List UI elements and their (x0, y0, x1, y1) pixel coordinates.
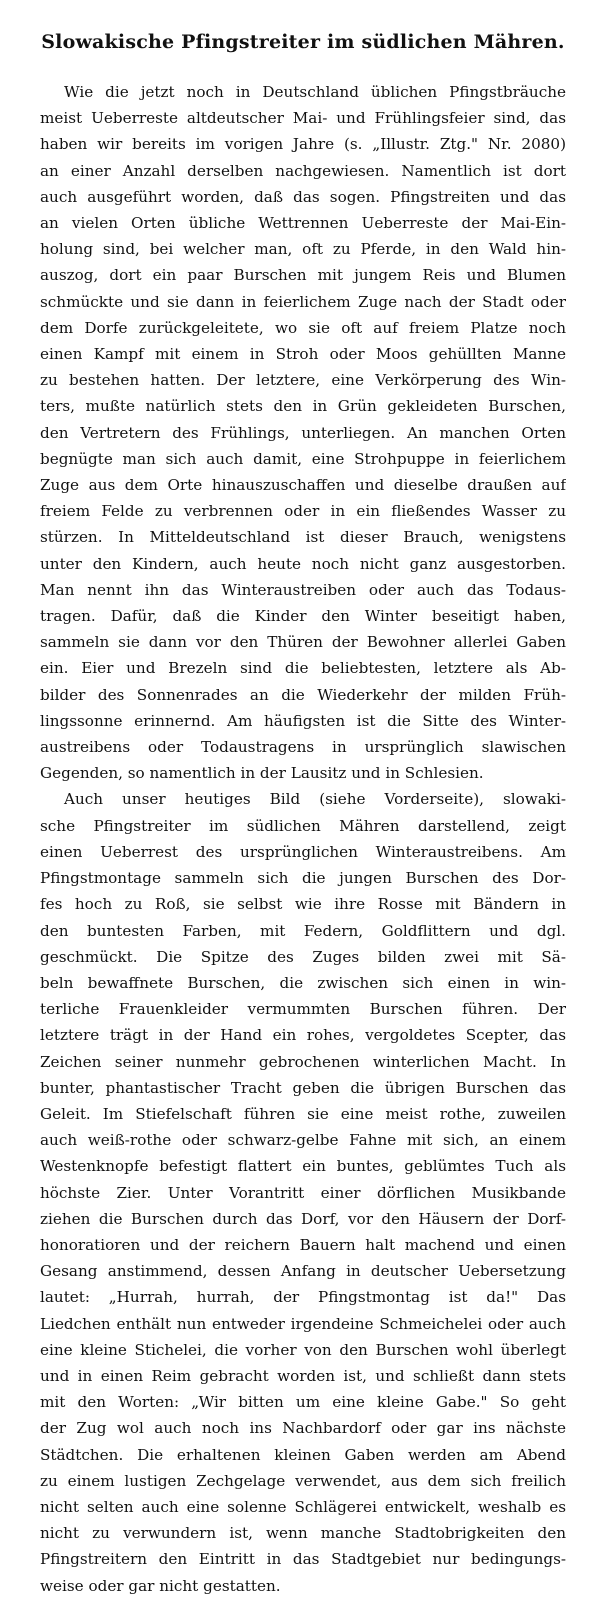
text-line: meist Ueberreste altdeutscher Mai- und Frühlingsfeier sind, das (40, 109, 566, 128)
text-line: der Zug wol auch noch ins Nachbardorf oder gar ins nächste (40, 1419, 566, 1438)
text-line: Zeichen seiner nunmehr gebrochenen winterlichen Macht. In (40, 1052, 566, 1071)
article-body (40, 79, 566, 1599)
text-line: beln bewaffnete Burschen, die zwischen sich einen in win- (40, 973, 566, 992)
text-line: terliche Frauenkleider vermummten Burschen führen. Der (40, 1000, 566, 1019)
text-line: an vielen Orten übliche Wettrennen Ueberreste der Mai-Ein- (40, 214, 566, 233)
text-line: eine kleine Stichelei, die vorher von den Burschen wohl überlegt (40, 1340, 566, 1359)
article-title: Slowakische Pfingstreiter im südlichen Mähren. (41, 31, 565, 53)
text-line: Man nennt ihn das Winteraustreiben oder auch das Todaus- (40, 580, 566, 599)
text-line: Liedchen enthält nun entweder irgendeine Schmeichelei oder auch (40, 1314, 566, 1333)
text-line: Pfingstreitern den Eintritt in das Stadtgebiet nur bedingungs- (40, 1550, 566, 1569)
text-line: fes hoch zu Roß, sie selbst wie ihre Rosse mit Bändern in (40, 895, 566, 914)
text-line: letztere trägt in der Hand ein rohes, vergoldetes Scepter, das (40, 1026, 566, 1045)
text-line: begnügte man sich auch damit, eine Strohpuppe in feierlichem (40, 449, 566, 468)
text-line: einen Kampf mit einem in Stroh oder Moos gehüllten Manne (40, 345, 566, 364)
text-line: mit den Worten: „Wir bitten um eine kleine Gabe." So geht (40, 1393, 566, 1412)
text-line: freiem Felde zu verbrennen oder in ein fließendes Wasser zu (40, 502, 566, 521)
text-line: schmückte und sie dann in feierlichem Zuge nach der Stadt oder (40, 292, 566, 311)
text-line: holung sind, bei welcher man, oft zu Pferde, in den Wald hin- (40, 240, 566, 259)
text-line: den buntesten Farben, mit Federn, Goldflittern und dgl. (40, 921, 566, 940)
text-line: ziehen die Burschen durch das Dorf, vor den Häusern der Dorf- (40, 1209, 566, 1228)
text-line: nicht selten auch eine solenne Schlägerei entwickelt, weshalb es (40, 1497, 566, 1516)
text-line: sammeln sie dann vor den Thüren der Bewohner allerlei Gaben (40, 633, 566, 652)
text-line: bunter, phantastischer Tracht geben die übrigen Burschen das (40, 1078, 566, 1097)
text-line: sche Pfingstreiter im südlichen Mähren darstellend, zeigt (40, 816, 566, 835)
text-line: haben wir bereits im vorigen Jahre (s. „Illustr. Ztg." Nr. 2080) (40, 135, 566, 154)
text-line: lautet: „Hurrah, hurrah, der Pfingstmontag ist da!" Das (40, 1288, 566, 1307)
text-line: unter den Kindern, auch heute noch nicht ganz ausgestorben. (40, 554, 566, 573)
text-line: Pfingstmontage sammeln sich die jungen Burschen des Dor- (40, 869, 566, 888)
text-line: auch ausgeführt worden, daß das sogen. Pfingstreiten und das (40, 187, 566, 206)
text-line: den Vertretern des Frühlings, unterliegen. An manchen Orten (40, 423, 566, 442)
text-line: zu einem lustigen Zechgelage verwendet, aus dem sich freilich (40, 1471, 566, 1490)
text-line: ein. Eier und Brezeln sind die beliebtesten, letztere als Ab- (40, 659, 566, 678)
text-line: Westenknopfe befestigt flattert ein buntes, geblümtes Tuch als (40, 1157, 566, 1176)
text-line: und in einen Reim gebracht worden ist, und schließt dann stets (40, 1366, 566, 1385)
text-line: Wie die jetzt noch in Deutschland üblichen Pfingstbräuche (64, 83, 566, 101)
text-line: ters, mußte natürlich stets den in Grün gekleideten Burschen, (40, 397, 566, 416)
text-line: honoratioren und der reichern Bauern halt machend und einen (40, 1235, 566, 1254)
text-line: Geleit. Im Stiefelschaft führen sie eine meist rothe, zuweilen (40, 1104, 566, 1123)
text-line: lingssonne erinnernd. Am häufigsten ist die Sitte des Winter- (40, 711, 566, 730)
text-line: an einer Anzahl derselben nachgewiesen. Namentlich ist dort (40, 161, 566, 180)
text-line: Zuge aus dem Orte hinauszuschaffen und dieselbe draußen auf (40, 476, 566, 495)
text-line: nicht zu verwundern ist, wenn manche Stadtobrigkeiten den (40, 1524, 566, 1543)
text-line: bilder des Sonnenrades an die Wiederkehr der milden Früh- (40, 685, 566, 704)
text-line: austreibens oder Todaustragens in ursprünglich slawischen (40, 738, 566, 757)
paragraph (40, 79, 566, 786)
text-line: dem Dorfe zurückgeleitete, wo sie oft auf freiem Platze noch (40, 318, 566, 337)
text-line: Auch unser heutiges Bild (siehe Vorderseite), slowaki- (64, 790, 566, 809)
text-line: Gesang anstimmend, dessen Anfang in deutscher Uebersetzung (40, 1262, 566, 1281)
text-line: geschmückt. Die Spitze des Zuges bilden zwei mit Sä- (40, 947, 566, 966)
text-line: einen Ueberrest des ursprünglichen Winteraustreibens. Am (40, 842, 566, 861)
paragraph (40, 786, 566, 1598)
text-line: Städtchen. Die erhaltenen kleinen Gaben werden am Abend (40, 1445, 566, 1464)
text-line: tragen. Dafür, daß die Kinder den Winter beseitigt haben, (40, 607, 566, 626)
text-line: auch weiß-rothe oder schwarz-gelbe Fahne mit sich, an einem (40, 1131, 566, 1150)
text-line: weise oder gar nicht gestatten. (40, 1576, 281, 1595)
text-line: höchste Zier. Unter Vorantritt einer dörflichen Musikbande (40, 1183, 566, 1202)
text-line: auszog, dort ein paar Burschen mit jungem Reis und Blumen (40, 266, 566, 285)
text-line: stürzen. In Mitteldeutschland ist dieser Brauch, wenigstens (40, 528, 566, 547)
text-line: Gegenden, so namentlich in der Lausitz und in Schlesien. (40, 764, 484, 783)
text-line: zu bestehen hatten. Der letztere, eine Verkörperung des Win- (40, 371, 566, 390)
